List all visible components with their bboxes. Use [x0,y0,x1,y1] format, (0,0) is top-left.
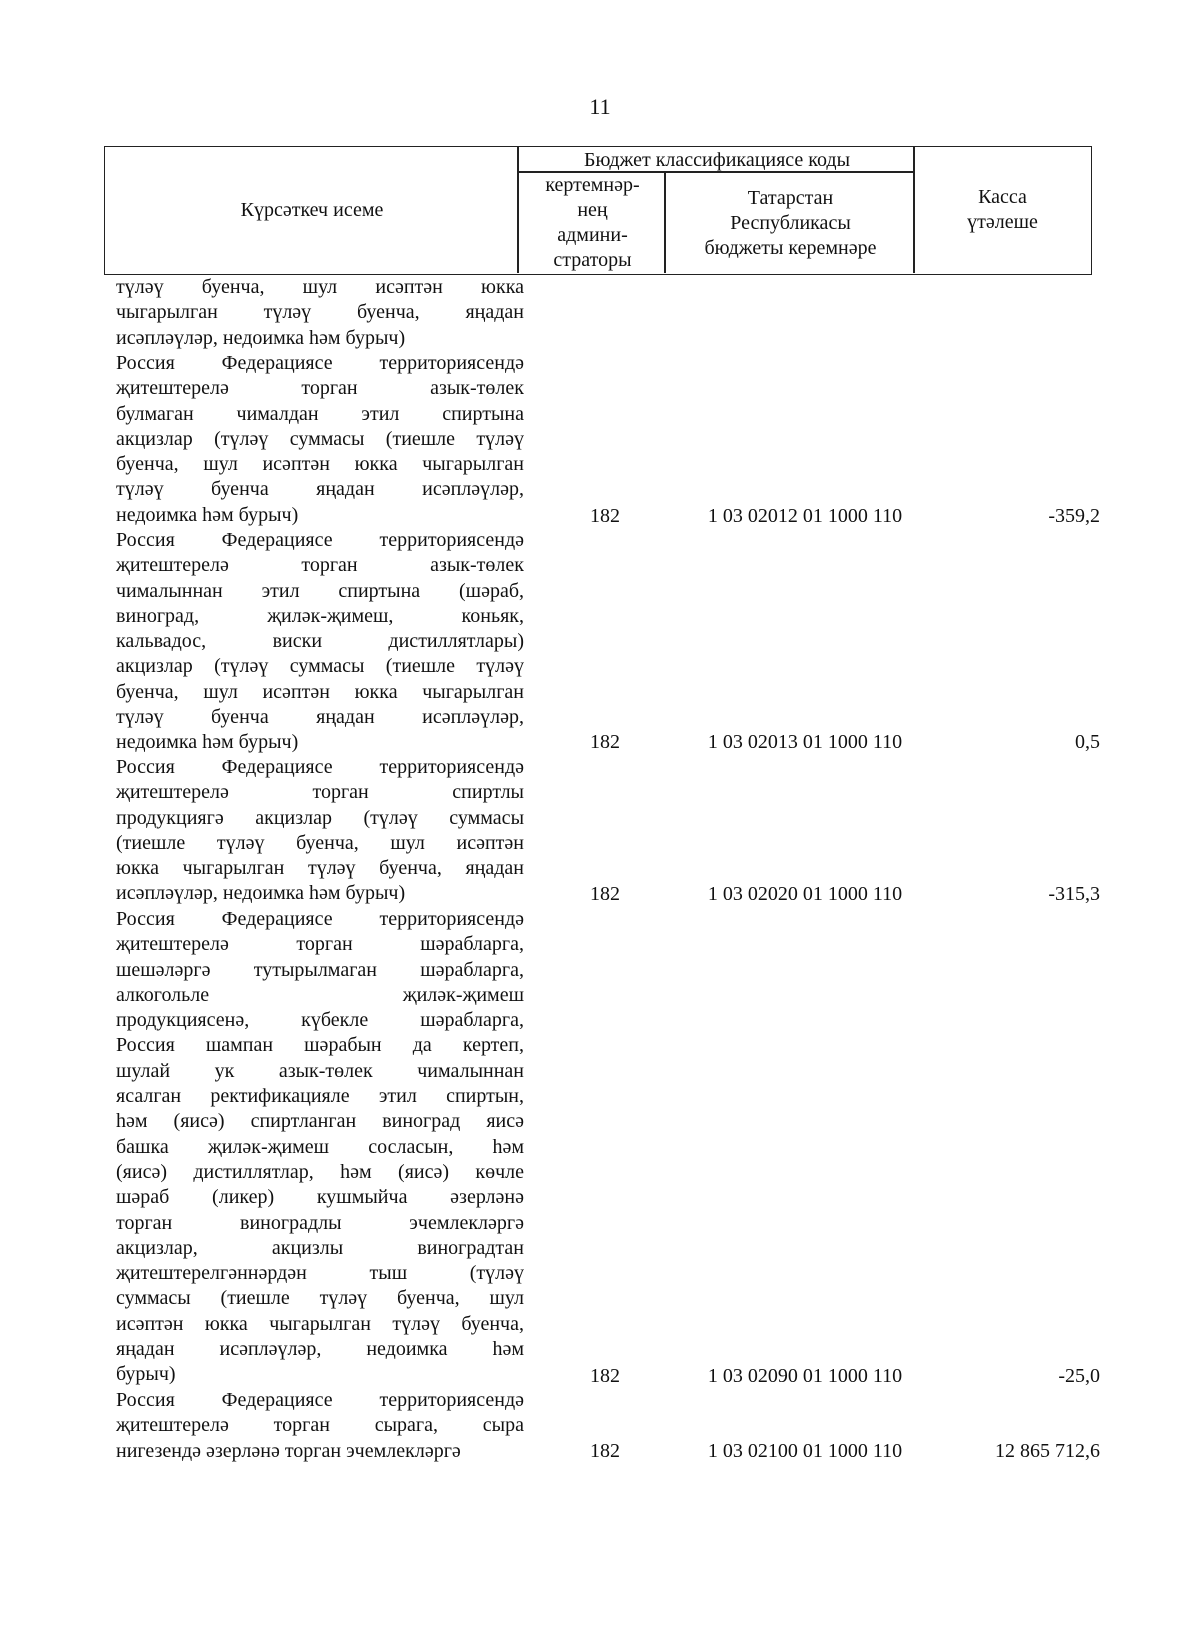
table-row-name: Россия Федерациясе территориясендә җитештерелә торган шәрабларга, шешәләргә тутырылмаган шәрабларга, алкогольле җиләк-җимеш продукциясенә, күбекле шәрабларга, Россия шампан шәрабын да кертеп, шулай ук азык-төлек чималыннан ясалган ректификацияле этил спиртын, һәм (яисә) спиртланган виноград яисә башка җиләк-җимеш сосласын, һәм (яисә) дистиллятлар, һәм (яисә) көчле шәраб (ликер) кушмыйча әзерләнә торган виноградлы эчемлекләргә акцизлар, акцизлы виноградтан җитештерелгәннәрдән тыш (түләү суммасы (тиешле түләү буенча, шул исәптән юкка чыгарылган түләү буенча, яңадан исәпләүләр, недоимка һәм бурыч) [116,908,524,1386]
header-indicator-name: Күрсәткеч исеме [240,198,384,221]
table-cell-code: 1 03 02100 01 1000 110 [707,1440,903,1462]
table-row-name: Россия Федерациясе территориясендә җитештерелә торган сырага, сыра нигезендә әзерләнә торган эчемлекләргә [116,1389,524,1462]
table-cell-admin: 182 [590,1365,620,1387]
table-cell-code: 1 03 02020 01 1000 110 [707,883,903,905]
table-cell-code: 1 03 02012 01 1000 110 [707,505,903,527]
header-divider [517,171,915,173]
table-cell-code: 1 03 02090 01 1000 110 [707,1365,903,1387]
header-divider [913,147,915,273]
table-cell-amount: -315,3 [1048,883,1100,905]
table-row-name: түләү буенча, шул исәптән юкка чыгарылган түләү буенча, яңадан исәпләүләр, недоимка һәм бурыч) [116,276,524,349]
table-cell-amount: 12 865 712,6 [995,1440,1100,1462]
header-cash-execution: Касса үтәлеше [967,186,1038,233]
table-row-name: Россия Федерациясе территориясендә җитештерелә торган азык-төлек чималыннан этил спиртына (шәраб, виноград, җиләк-җимеш, коньяк, кальвадос, виски дистиллятлары) акцизлар (түләү суммасы (тиешле түләү буенча, шул исәптән юкка чыгарылган түләү буенча яңадан исәпләүләр, недоимка һәм бурыч) [116,529,524,754]
table-header [104,146,1092,275]
header-budget-classification-code: Бюджет классификациясе коды [583,148,851,171]
header-tatarstan-budget-revenues: Татарстан Республикасы бюджеты керемнәре [704,186,877,259]
table-cell-amount: -359,2 [1048,505,1100,527]
table-cell-code: 1 03 02013 01 1000 110 [707,731,903,753]
header-revenue-administrators: кертемнәр- нең админи- страторы [545,174,640,271]
table-row-name: Россия Федерациясе территориясендә җитештерелә торган спиртлы продукциягә акцизлар (түләү суммасы (тиешле түләү буенча, шул исәптән юкка чыгарылган түләү буенча, яңадан исәпләүләр, недоимка һәм бурыч) [116,756,524,905]
page-number: 11 [589,94,611,119]
table-cell-admin: 182 [590,1440,620,1462]
table-cell-admin: 182 [590,731,620,753]
header-divider [664,173,666,273]
table-row-name: Россия Федерациясе территориясендә җитештерелә торган азык-төлек булмаган чималдан этил спиртына акцизлар (түләү суммасы (тиешле түләү буенча, шул исәптән юкка чыгарылган түләү буенча яңадан исәпләүләр, недоимка һәм бурыч) [116,352,524,526]
table-cell-admin: 182 [590,883,620,905]
header-divider [517,147,519,273]
table-cell-amount: -25,0 [1058,1365,1100,1387]
table-cell-admin: 182 [590,505,620,527]
table-cell-amount: 0,5 [1075,731,1100,753]
